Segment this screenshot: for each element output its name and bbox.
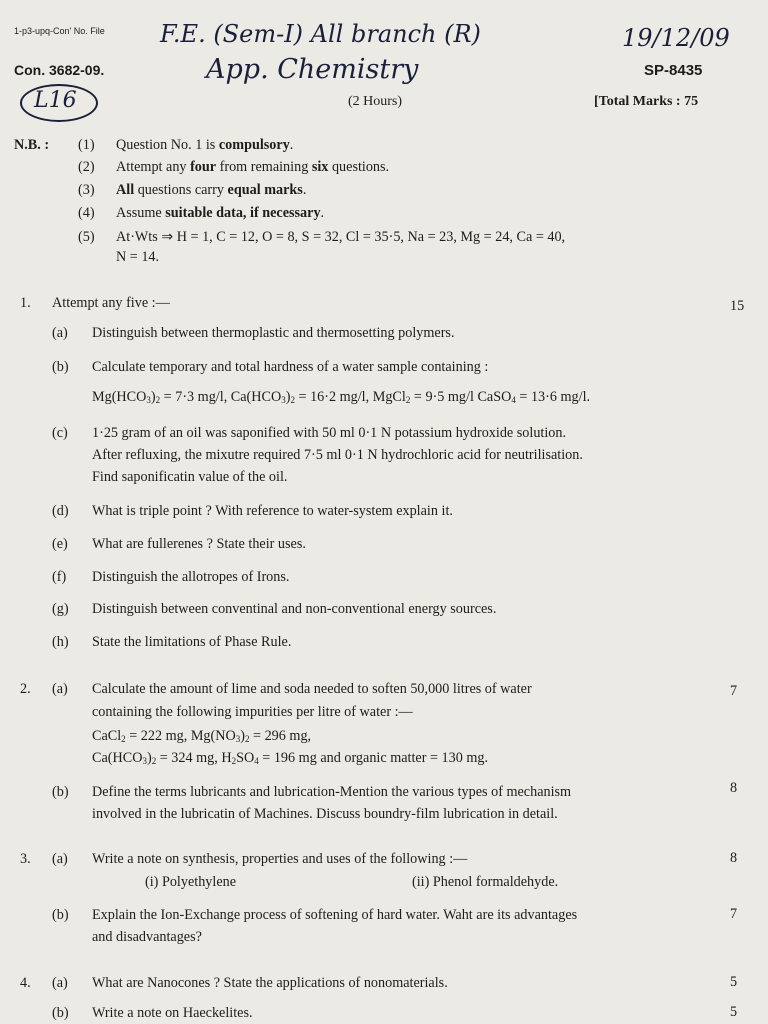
q2-number: 2. [20,681,31,697]
q2b-marks: 8 [730,780,738,796]
q3b-text: Explain the Ion-Exchange process of softening of hard water. Waht are its advantages [92,907,578,923]
q2b-label: (b) [52,784,69,800]
q2a-text: Calculate the amount of lime and soda needed to soften 50,000 litres of water [92,681,532,697]
q2a-text-4: $Ca(HCO_3)_2 = 324$ mg, $H_2SO_4 = 196$ mg and organic matter = 130 mg. [92,750,489,766]
q3-number: 3. [20,851,31,867]
q2b-text-2: involved in the lubricatin of Machines. Discuss boundry-film lubrication in detail. [92,806,558,822]
file-code: 1-p3-upq-Con' No. File [14,26,105,36]
q2a-marks: 7 [730,683,738,699]
q1b-label: (b) [52,359,69,375]
nb-item-5: At·Wts ⇒ H = 1, C = 12, O = 8, S = 32, Cl = 35·5, Na = 23, Mg = 24, Ca = 40, [116,229,566,245]
q3a-text: Write a note on synthesis, properties and uses of the following :— [92,851,468,867]
nb-item-2-num: (2) [78,159,95,175]
q4a-label: (a) [52,975,68,991]
q4b-marks: 5 [730,1004,738,1020]
q1c-text: 1·25 gram of an oil was saponified with 50 ml 0·1 N potassium hydroxide solution. [92,425,567,441]
q4b-label: (b) [52,1005,69,1021]
q1a-text: Distinguish between thermoplastic and thermosetting polymers. [92,325,455,341]
q1b-text: Calculate temporary and total hardness of a water sample containing : [92,359,489,375]
q1a-label: (a) [52,325,68,341]
nb-item-2: Attempt any four from remaining six questions. [116,159,390,175]
q3b-text-2: and disadvantages? [92,929,202,945]
con-number: Con. 3682-09. [14,62,105,78]
handwritten-subject: App. Chemistry [206,54,419,85]
q1h-label: (h) [52,634,69,650]
q1c-label: (c) [52,425,68,441]
nb-item-3: All questions carry equal marks. [116,182,307,198]
q1-marks: 15 [730,298,745,314]
nb-item-5-cont: N = 14. [116,249,160,265]
q3a-item-1: (i) Polyethylene [145,874,237,890]
q3b-marks: 7 [730,906,738,922]
duration: (2 Hours) [348,94,403,109]
q1g-text: Distinguish between conventinal and non-conventional energy sources. [92,601,497,617]
q4b-text: Write a note on Haeckelites. [92,1005,253,1021]
q1e-label: (e) [52,536,68,552]
q1c-text-2: After refluxing, the mixutre required 7·5 ml 0·1 N hydrochloric acid for neutrilisation. [92,447,583,463]
q3a-item-2: (ii) Phenol formaldehyde. [412,874,559,890]
q1d-text: What is triple point ? With reference to water-system explain it. [92,503,453,519]
q1g-label: (g) [52,601,69,617]
nb-item-1: Question No. 1 is compulsory. [116,137,294,153]
q4-number: 4. [20,975,31,991]
q2a-text-3: CaCl$_2$ = 222 mg, $Mg(NO_3)_2 = 296$ mg, [92,728,312,744]
q3b-label: (b) [52,907,69,923]
handwritten-title: F.E. (Sem-I) All branch (R) [160,20,481,48]
q1d-label: (d) [52,503,69,519]
q3a-marks: 8 [730,850,738,866]
q1f-label: (f) [52,569,67,585]
q1c-text-3: Find saponificatin value of the oil. [92,469,288,485]
q1b-data: $Mg(HCO_3)_2 = 7\cdot 3$ mg/l, $Ca(HCO_3)_2 = 16\cdot 2$ mg/l, MgCl$_2$ = 9·5 mg/l CaSO$_4$ = 13·6 mg/l. [92,389,591,405]
q1-number: 1. [20,295,31,311]
handwritten-date: 19/12/09 [622,24,730,52]
nb-item-4-num: (4) [78,205,95,221]
q1-title: Attempt any five :— [52,295,170,311]
nb-label: N.B. : [14,137,50,153]
nb-item-4: Assume suitable data, if necessary. [116,205,325,221]
handwritten-circle-text: L16 [34,88,77,113]
nb-item-1-num: (1) [78,137,95,153]
q1f-text: Distinguish the allotropes of Irons. [92,569,290,585]
q2a-text-2: containing the following impurities per litre of water :— [92,704,413,720]
q2a-label: (a) [52,681,68,697]
q4a-text: What are Nanocones ? State the applications of nonomaterials. [92,975,448,991]
nb-item-3-num: (3) [78,182,95,198]
total-marks: [Total Marks : 75 [594,94,699,109]
q2b-text: Define the terms lubricants and lubrication-Mention the various types of mechanism [92,784,572,800]
paper-code: SP-8435 [644,62,703,79]
q1h-text: State the limitations of Phase Rule. [92,634,292,650]
q1e-text: What are fullerenes ? State their uses. [92,536,306,552]
q4a-marks: 5 [730,974,738,990]
q3a-label: (a) [52,851,68,867]
nb-item-5-num: (5) [78,229,95,245]
